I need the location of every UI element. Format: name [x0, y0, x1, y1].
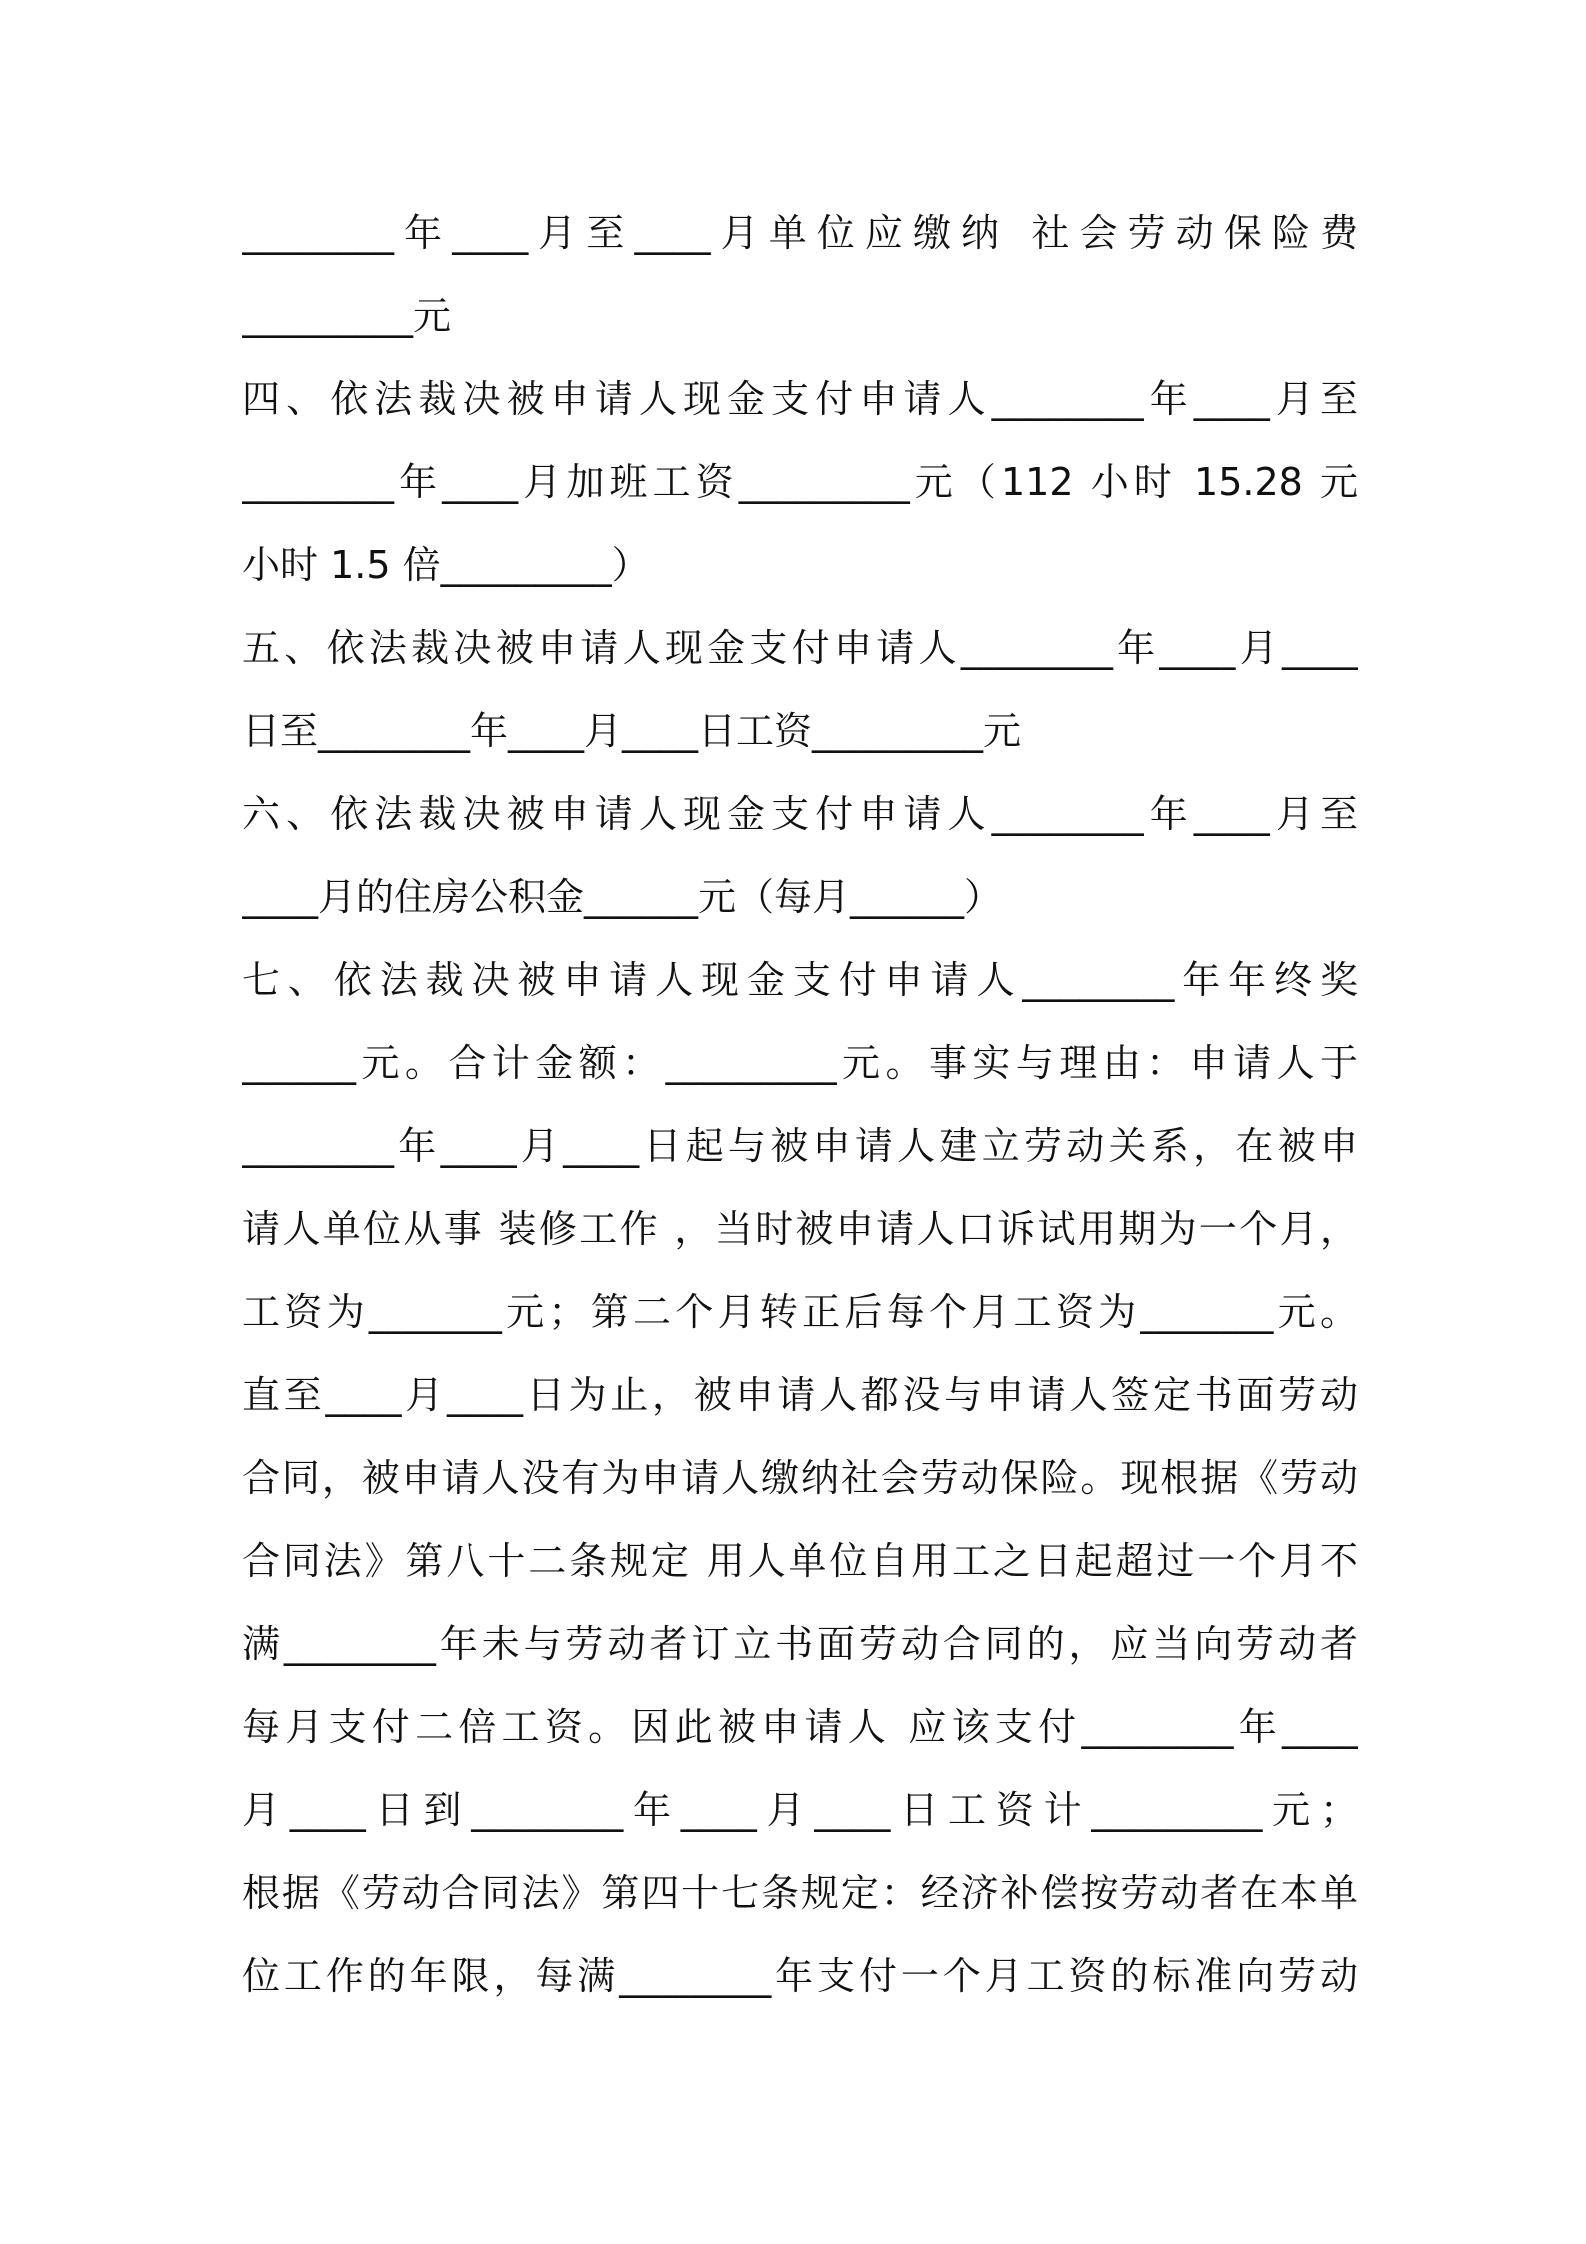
text-line-1: ________年____月至____月单位应缴纳 社会劳动保险费 [242, 211, 1358, 255]
text-line-13: 请人单位从事 装修工作 ，当时被申请人口诉试用期为一个月， [242, 1207, 1358, 1251]
text-line-3: 四、依法裁决被申请人现金支付申请人________年____月至 [242, 377, 1358, 421]
document-body [242, 192, 1358, 2018]
text-line-19: 每月支付二倍工资。因此被申请人 应该支付________年____ [242, 1705, 1358, 1749]
text-line-4: ________年____月加班工资_________元（112 小时 15.28 元 [242, 460, 1358, 504]
text-line-18: 满________年未与劳动者订立书面劳动合同的，应当向劳动者 [242, 1622, 1358, 1666]
text-line-7: 日至________年____月____日工资_________元 [242, 709, 1022, 753]
text-line-22: 位工作的年限，每满________年支付一个月工资的标准向劳动 [242, 1954, 1358, 1998]
text-line-10: 七、依法裁决被申请人现金支付申请人________年年终奖 [242, 958, 1358, 1002]
text-line-15: 直至____月____日为止，被申请人都没与申请人签定书面劳动 [242, 1373, 1358, 1417]
text-line-14: 工资为_______元；第二个月转正后每个月工资为_______元。 [242, 1290, 1358, 1334]
text-line-9: ____月的住房公积金______元（每月______） [242, 875, 1003, 919]
text-line-21: 根据《劳动合同法》第四十七条规定：经济补偿按劳动者在本单 [242, 1871, 1358, 1915]
text-line-16: 合同，被申请人没有为申请人缴纳社会劳动保险。现根据《劳动 [242, 1456, 1358, 1500]
text-line-5: 小时 1.5 倍_________） [242, 543, 650, 587]
text-line-6: 五、依法裁决被申请人现金支付申请人________年____月____ [242, 626, 1358, 670]
text-line-11: ______元。合计金额：_________元。事实与理由：申请人于 [242, 1041, 1358, 1085]
text-line-17: 合同法》第八十二条规定 用人单位自用工之日起超过一个月不 [242, 1539, 1358, 1583]
text-line-8: 六、依法裁决被申请人现金支付申请人________年____月至 [242, 792, 1358, 836]
text-line-12: ________年____月____日起与被申请人建立劳动关系，在被申 [242, 1124, 1358, 1168]
text-line-2: _________元 [242, 294, 452, 338]
text-line-20: 月____日到________年____月____日工资计_________元； [242, 1788, 1358, 1832]
